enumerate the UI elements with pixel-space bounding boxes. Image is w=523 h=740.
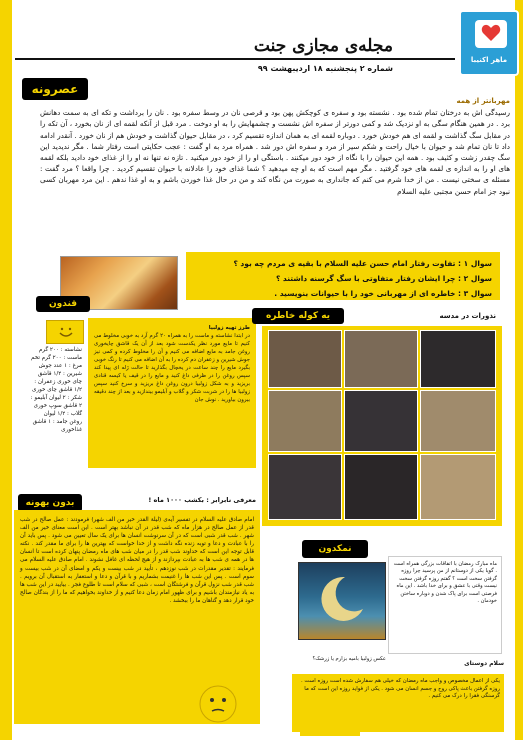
logo-label: ماهر اکنیبا: [470, 56, 508, 64]
photo-table: [268, 390, 342, 452]
essay-box: امام صادق علیه السلام در تفسیر آیه‌ی (لیلة القدر خیر من الف شهر) فرمودند : عمل صالح در شب قدر از عمل صالح در هزار ماه که شب قدر در آن نباشد بهتر است . این است معنای خیر من الف شهر . شب قدر شبی است که در آن سرنوشت انسان ها برای یک سال تعیین می شود . پس باید آن را با عبادت و دعا و توبه زنده نگه داشت و از خدا خواست که بهترین ها را برای ما مقدر کند . نکته قابل توجه این است که خداوند شب قدر را در میان شب های ماه رمضان پنهان کرده است تا انسان ها در همه ی شب ها به عبادت بپردازند و از هیچ لحظه ای غافل نشوند . امام صادق علیه السلام می فرمایند : تقدیر مقدرات در شب نوزدهم ، تأیید در شب بیست و یکم و امضای آن در شب بیست و سوم است . پس این شب ها را غنیمت بشماریم و با قرآن و دعا و استغفار به استقبال آن برویم . شب قدر شب نزول قرآن و فرشتگان است ، شبی که سلام است تا طلوع فجر . بیایید در این شب ها به یاد نیازمندان باشیم و برای ظهور امام زمان دعا کنیم و از خداوند بخواهیم که ما را از بندگان صالح خود قرار دهد و گناهان ما را ببخشد .: [14, 510, 260, 724]
essay-title: معرفی نابرابر : بکشب ۱۰۰۰ ماه !: [148, 496, 256, 504]
section-badbahoon: بدون بهونه: [18, 494, 82, 512]
ramadan-footer: یکی از اعمال مخصوص و واجب ماه رمضان که خیلی هم سفارش شده است روزه است . روزه گرفتن باعث پاکی روح و جسم انسان می شود . یکی از فواید روزه این است که ما گرسنگی فقرا را درک می کنیم .: [292, 674, 504, 732]
namak-text: ماه مبارک رمضان با اتفاقات بزرگی همراه است . گویا یکی از دوستانم از من پرسید چرا روزه گرفتن سخت است ؟ گفتم روزه گرفتن سخت نیست وقتی با عشق و برای خدا باشد . این ماه فرصتی است برای پاک شدن و دوباره ساختن خودمان .: [388, 556, 502, 654]
namak-caption: عکس زولبیا بامیه بزارم یا زرشک؟: [296, 656, 386, 662]
recipe-ingredients: نشاسته : ۲۰۰ گرم ماست : ۲۰۰ گرم تخم مرغ : ۱ عدد جوش شیرین : ۱/۲ قاشق چای خوری زعفران : ۱/۲ قاشق چای خوری شکر : ۲ لیوان آبلیمو : ۲ قاشق سوپ خوری گلاب : ۱/۲ لیوان روغن جامد : ۱ قاشق غذاخوری: [30, 347, 82, 433]
cartoon-icon: [300, 702, 360, 736]
photo-kitchen: [268, 330, 342, 388]
photo-pot: [344, 330, 418, 388]
recipe-title: طرز تهیه زولبیا: [208, 325, 250, 331]
magazine-logo: [459, 10, 519, 76]
photo-bowls: [420, 454, 496, 520]
story-subhead: مهربانتر از همه: [456, 97, 510, 105]
heart-icon: [475, 20, 507, 48]
thinking-face-icon: [190, 680, 246, 726]
magazine-title: مجله‌ی مجازی جنت: [253, 36, 393, 56]
section-ghanadoon: قندون: [36, 296, 90, 312]
section-asrane: عصرونه: [22, 78, 88, 100]
recipe-text: در ابتدا نشاسته و ماست را به همراه ۲۰ گرم آرد به خوبی مخلوط می کنیم تا مایع مورد نظر یکدست شود بعد از آن یک قاشق چایخوری روغن جامد به مایع اضافه می کنیم و آن را مخلوط کرده و کمی نیز جوش شیرین و زعفران دم کرده را به آن اضافه می کنیم تا رنگ خوبی بگیرد مایع را چند ساعت در یخچال بگذارید تا حالت ژله ای پیدا کند سپس روغن را در ظرفی داغ کنید و مایع را در قیف یا کیسه قنادی بریزید و به شکل زولبیا درون روغن داغ بریزید و سرخ کنید سپس زولبیا ها را در شربت شکر و گلاب و آبلیمو بیندازید و بعد از چند دقیقه بیرون بیاورید . نوش جان: [94, 333, 250, 403]
section-yadkhatereh: یه کوله خاطره: [252, 308, 344, 324]
issue-info: شماره ۲ پنجشنبه ۱۸ اردیبهشت ۹۹: [257, 64, 393, 73]
photo-cooks: [420, 330, 496, 388]
greeting: سلام دوستای: [464, 660, 504, 667]
question-2: سوال ۲ : چرا ایشان رفتار متفاوتی با سگ گرسنه داشتند ؟: [275, 274, 492, 283]
smiley-icon: [46, 320, 84, 344]
title-divider: [15, 58, 455, 60]
question-1: سوال ۱ : تفاوت رفتار امام حسن علیه السلام با بقیه ی مردم چه بود ؟: [233, 259, 492, 268]
photo-group: [344, 454, 418, 520]
photo-dishes: [420, 390, 496, 452]
left-yellow-band: [0, 0, 12, 740]
ramadan-moon-photo: [298, 562, 386, 640]
photo-gallery: [262, 326, 502, 526]
right-yellow-band: [515, 0, 523, 740]
recipe-box: [88, 318, 256, 468]
photo-women: [344, 390, 418, 452]
section-namakdoon: نمکدون: [302, 540, 368, 558]
question-3: سوال ۳ : خاطره ای از مهربانی خود را با حیوانات بنویسید .: [274, 289, 492, 298]
questions-box: [186, 252, 500, 300]
story-article: [40, 96, 510, 242]
photo-serving: [268, 454, 342, 520]
story-text: رسیدگی اش به درختان تمام شده بود . نشسته بود و سفره ی کوچکش پهن بود و قرصی نان در وسط سفره بود . نان را برداشت و تکه ای به سمت دهانش برد . در همین هنگام سگی به او نزدیک شد و کمی دورتر از سفره اش نشست و چشمهایش را به او دوخت . مرد قبل از آنکه لقمه ای از نان بخورد ، آن تکه را در مقابل سگ گذاشت و لقمه ای هم خودش خورد . دوباره لقمه ای به همان اندازه تقسیم کرد ، در مقابل حیوان گذاشت و خودش هم از نان خورد . آنقدر ادامه داد تا نان تمام شد و حیوان با خیال راحت و شکم سیر از مرد و سفره اش دور شد . همراه مرد به او گفت : عجب حکایتی است رفتار شما . مگر ندیدید این سگ چقدر زشت و کثیف بود . همه این حیوان را با نگاه از خود دور میکنند . باستگی او را از خود دور میکنید . تازه نه تنها نه او را از غذای خود دادید بلکه لقمه های او را به اندازه ی لقمه های خود گرفتید . مگر مهم است که به او چه میدهید ؟ شما غذای خود را عادلانه با حیوان تقسیم کردید . چرا واقعا ؟ مرد گفت : مسئله ی سختی نیست . من از خدا شرم می کنم که جانداری به صورت من نگاه کند و من در حال غذا خوردن باشم و به او غذا ندهم . این مرد مهربان کسی نبود جز امام حسن مجتبی علیه السلام: [40, 108, 510, 196]
gallery-title: نذورات در مدسه: [439, 312, 496, 320]
